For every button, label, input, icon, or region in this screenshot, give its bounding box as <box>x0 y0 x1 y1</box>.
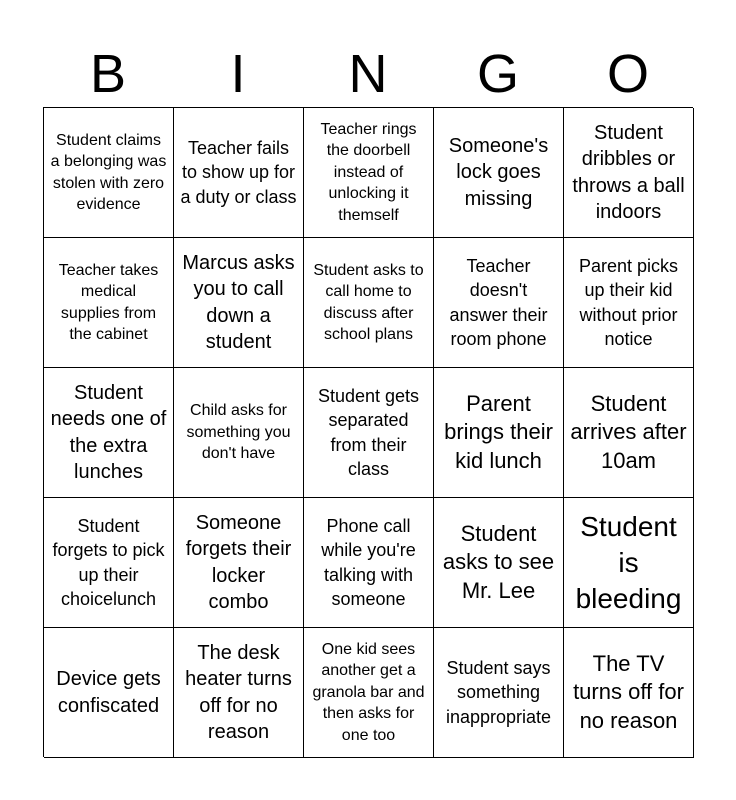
bingo-cell[interactable] <box>174 238 304 368</box>
cell-text: The TV turns off for no reason <box>573 650 684 733</box>
cell-text: Student asks to see Mr. Lee <box>442 520 555 603</box>
cell-text: Student needs one of the extra lunches <box>50 381 167 483</box>
cell-text: The desk heater turns off for no reason <box>185 641 292 743</box>
bingo-cell[interactable] <box>434 498 564 628</box>
bingo-cell[interactable] <box>174 628 304 758</box>
cell-text: Someone's lock goes missing <box>448 134 549 210</box>
bingo-cell[interactable] <box>434 108 564 238</box>
bingo-cell[interactable] <box>564 108 694 238</box>
cell-text: Student forgets to pick up their choicelunch <box>52 515 165 609</box>
cell-text: Teacher rings the doorbell instead of unlocking it themself <box>320 120 417 224</box>
bingo-cell[interactable] <box>174 108 304 238</box>
bingo-cell[interactable] <box>304 108 434 238</box>
bingo-cell[interactable] <box>44 498 174 628</box>
cell-text: Student claims a belonging was stolen with zero evidence <box>50 131 167 213</box>
cell-text: Device gets confiscated <box>56 668 161 717</box>
cell-text: Someone forgets their locker combo <box>185 511 292 613</box>
header-letter-i: I <box>230 44 246 104</box>
header-letter-o: O <box>606 44 649 104</box>
bingo-cell[interactable] <box>304 368 434 498</box>
bingo-cell[interactable] <box>434 628 564 758</box>
cell-text: Teacher doesn't answer their room phone <box>449 255 548 349</box>
bingo-cell[interactable] <box>174 498 304 628</box>
cell-text: Student gets separated from their class <box>317 385 420 479</box>
bingo-cell[interactable] <box>44 238 174 368</box>
bingo-cell[interactable] <box>304 238 434 368</box>
bingo-cell[interactable] <box>44 368 174 498</box>
header-letter-g: G <box>476 44 519 104</box>
bingo-header <box>43 44 693 104</box>
bingo-cell[interactable] <box>564 498 694 628</box>
cell-text: Student says something inappropriate <box>445 657 552 727</box>
bingo-board <box>43 107 693 757</box>
bingo-cell[interactable] <box>564 238 694 368</box>
cell-text: One kid sees another get a granola bar and then asks for one too <box>312 640 425 744</box>
header-letter-n: N <box>348 44 388 104</box>
cell-text: Student arrives after 10am <box>570 390 687 473</box>
cell-text: Teacher takes medical supplies from the cabinet <box>58 261 159 343</box>
cell-text: Student dribbles or throws a ball indoors <box>572 121 685 223</box>
bingo-cell[interactable] <box>44 108 174 238</box>
header-letter-b: B <box>89 44 127 104</box>
cell-text: Phone call while you're talking with someone <box>321 515 416 609</box>
cell-text: Parent brings their kid lunch <box>444 390 553 473</box>
bingo-cell[interactable] <box>564 368 694 498</box>
bingo-cell[interactable] <box>174 368 304 498</box>
bingo-cell[interactable] <box>304 498 434 628</box>
bingo-cell[interactable] <box>434 238 564 368</box>
cell-text: Marcus asks you to call down a student <box>182 251 295 353</box>
bingo-cell[interactable] <box>304 628 434 758</box>
cell-text: Teacher fails to show up for a duty or class <box>180 137 297 207</box>
cell-text: Student is bleeding <box>575 510 682 614</box>
bingo-cell[interactable] <box>44 628 174 758</box>
bingo-cell[interactable] <box>564 628 694 758</box>
cell-text: Child asks for something you don't have <box>186 402 291 463</box>
bingo-cell[interactable] <box>434 368 564 498</box>
cell-text: Parent picks up their kid without prior notice <box>578 255 679 349</box>
cell-text: Student asks to call home to discuss after school plans <box>313 261 424 343</box>
